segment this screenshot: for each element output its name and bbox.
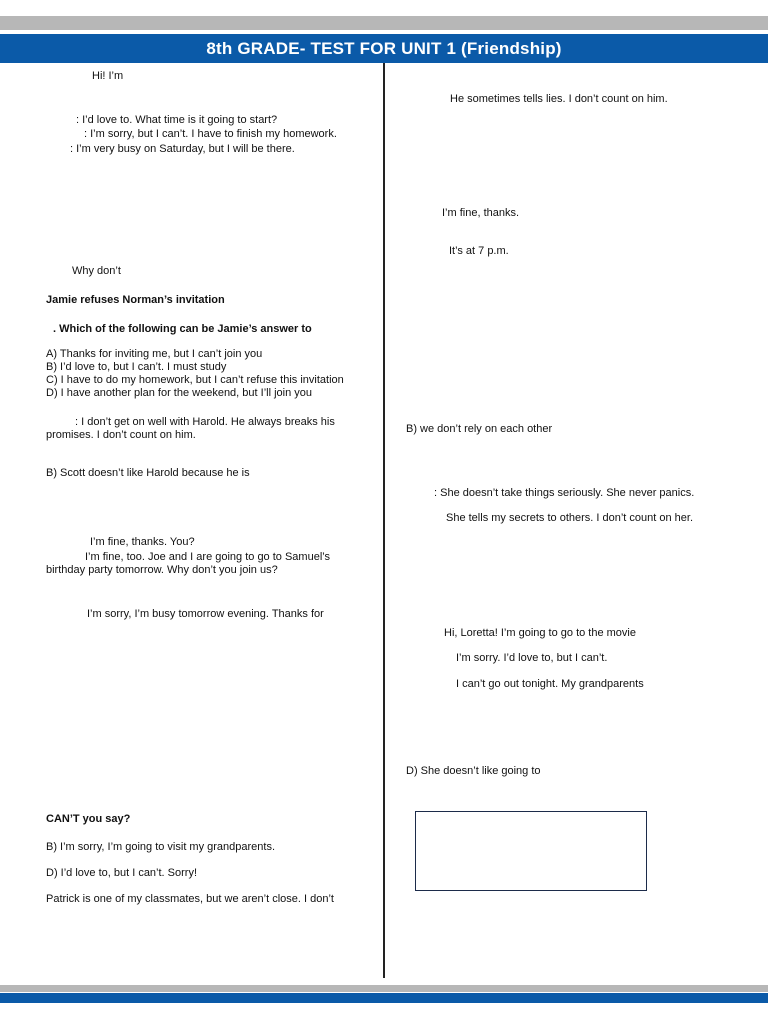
option-b: B) we don’t rely on each other	[406, 423, 553, 435]
dialogue-line: birthday party tomorrow. Why don’t you join us?	[46, 564, 278, 576]
dialogue-line: : I don’t get on well with Harold. He always breaks his	[75, 416, 335, 428]
question-text: Jamie refuses Norman’s invitation	[46, 294, 225, 306]
option-d: D) I’d love to, but I can’t. Sorry!	[46, 867, 198, 879]
column-divider	[383, 63, 385, 978]
dialogue-line: I can’t go out tonight. My grandparents	[456, 678, 644, 690]
dialogue-line: He sometimes tells lies. I don’t count on him.	[450, 93, 668, 105]
option-a: A) Thanks for inviting me, but I can’t join you	[46, 348, 263, 360]
dialogue-line: : I’m sorry, but I can’t. I have to finish my homework.	[84, 128, 337, 140]
dialogue-line: I’m sorry. I’d love to, but I can’t.	[456, 652, 608, 664]
answer-box	[415, 811, 647, 891]
option-b: B) I’m sorry, I’m going to visit my grandparents.	[46, 841, 276, 853]
dialogue-line: promises. I don’t count on him.	[46, 429, 196, 441]
option-c: C) I have to do my homework, but I can’t refuse this invitation	[46, 374, 344, 386]
dialogue-line: I’m fine, thanks.	[442, 207, 520, 219]
option-d: D) I have another plan for the weekend, but I’ll join you	[46, 387, 312, 399]
dialogue-line: : She doesn’t take things seriously. She never panics.	[434, 487, 695, 499]
dialogue-line: I’m fine, too. Joe and I are going to go to Samuel’s	[85, 551, 331, 563]
dialogue-line: : I’m very busy on Saturday, but I will be there.	[70, 143, 295, 155]
question-text: Patrick is one of my classmates, but we aren’t close. I don’t	[46, 893, 334, 905]
dialogue-line: She tells my secrets to others. I don’t count on her.	[446, 512, 694, 524]
dialogue-line: : I’d love to. What time is it going to start?	[76, 114, 278, 126]
page-title: 8th GRADE- TEST FOR UNIT 1 (Friendship)	[206, 38, 562, 58]
option-b: B) I’d love to, but I can’t. I must study	[46, 361, 227, 373]
dialogue-line: I’m sorry, I’m busy tomorrow evening. Thanks for	[87, 608, 324, 620]
header-banner	[0, 34, 768, 63]
option-d: D) She doesn’t like going to	[406, 765, 541, 777]
dialogue-line: Hi! I’m	[92, 70, 124, 82]
dialogue-line: Why don’t	[72, 265, 121, 277]
header-gray-stripe	[0, 16, 768, 30]
option-b: B) Scott doesn’t like Harold because he is	[46, 467, 250, 479]
footer-blue-stripe	[0, 993, 768, 1003]
footer-gray-stripe	[0, 985, 768, 992]
question-text: . Which of the following can be Jamie’s answer to	[53, 323, 312, 335]
dialogue-line: It’s at 7 p.m.	[449, 245, 509, 257]
question-text: CAN’T you say?	[46, 813, 131, 825]
dialogue-line: I’m fine, thanks. You?	[90, 536, 195, 548]
dialogue-line: Hi, Loretta! I’m going to go to the movie	[444, 627, 636, 639]
